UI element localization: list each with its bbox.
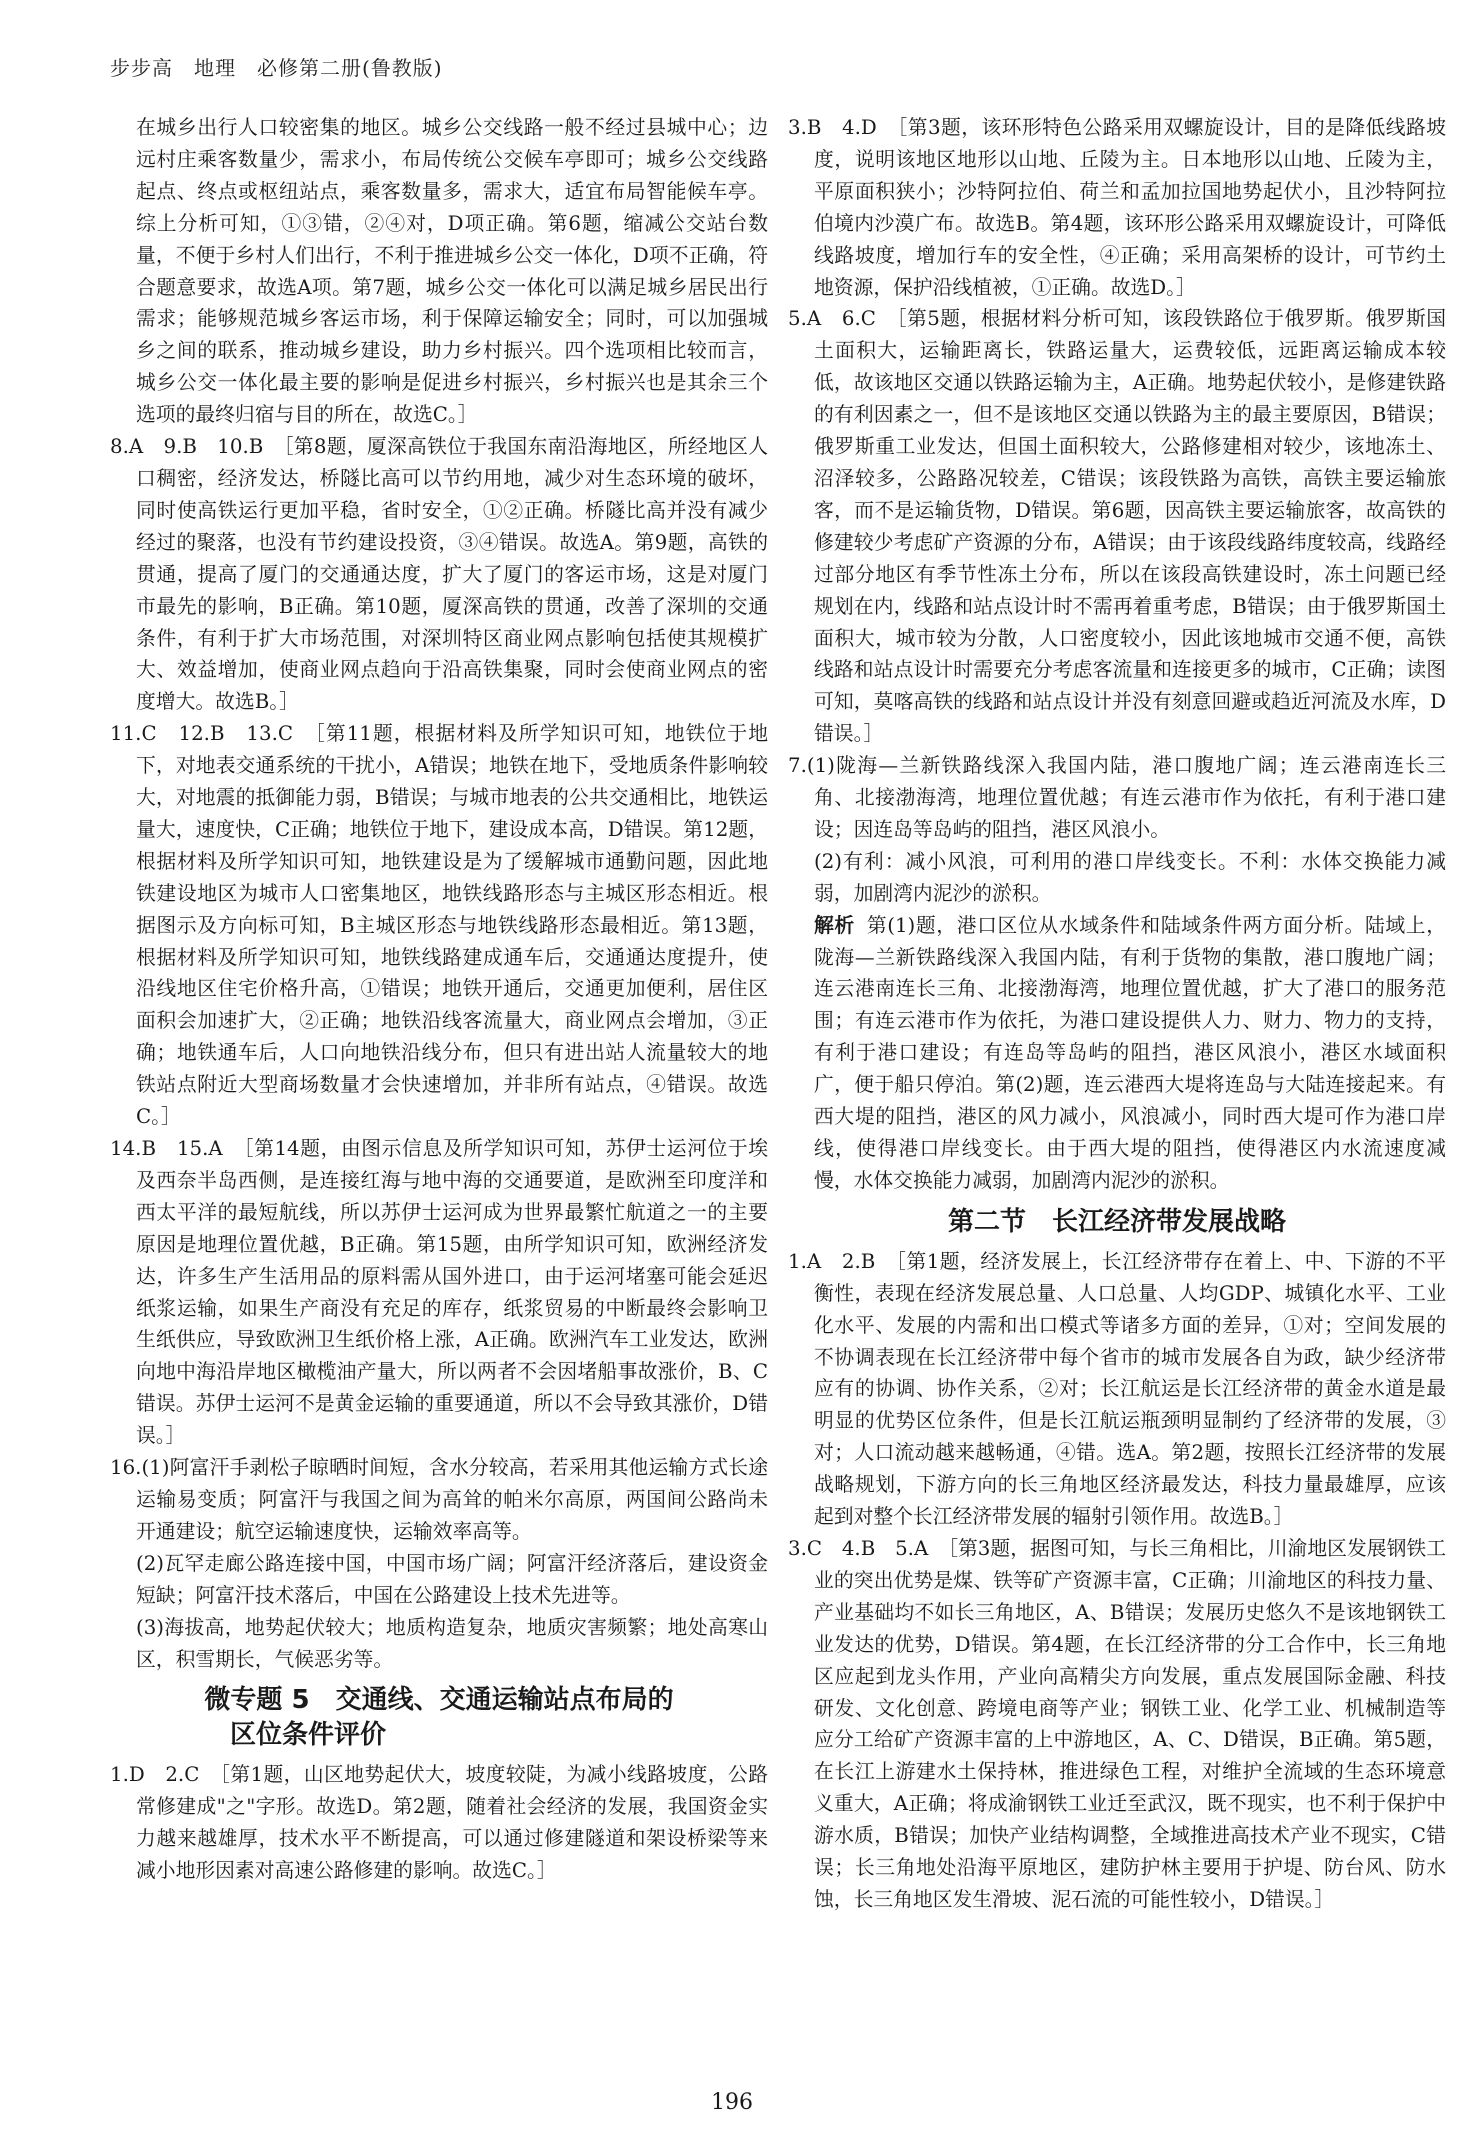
answer-paragraph: 3.B 4.D ［第3题，该环形特色公路采用双螺旋设计，目的是降低线路坡度，说明该地区地形以山地、丘陵为主。日本地形以山地、丘陵为主，平原面积狭小；沙特阿拉伯、荷兰和孟加拉国地势起伏小，且沙特阿拉伯境内沙漠广布。故选B。第4题，该环形公路采用双螺旋设计，可降低线路坡度，增加行车的安全性，④正确；采用高架桥的设计，可节约土地资源，保护沿线植被，①正确。故选D。］ [788, 116, 1446, 299]
page-number: 196 [711, 2090, 753, 2115]
analysis-text: 第(1)题，港口区位从水域条件和陆域条件两方面分析。陆域上，陇海—兰新铁路线深入我国内陆，有利于货物的集散，港口腹地广阔；连云港南连长三角、北接渤海湾，地理位置优越，扩大了港口的服务范围；有连云港市作为依托，为港口建设提供人力、财力、物力的支持，有利于港口建设；有连岛等岛屿的阻挡，港区风浪小，港区水域面积广，便于船只停泊。第(2)题，连云港西大堤将连岛与大陆连接起来。有西大堤的阻挡，港区的风力减小，风浪减小，同时西大堤可作为港口岸线，使得港口岸线变长。由于西大堤的阻挡，使得港区内水流速度减慢，水体交换能力减弱，加剧湾内泥沙的淤积。 [814, 913, 1446, 1192]
page-header: 步步高 地理 必修第二册(鲁教版) [110, 56, 443, 80]
section-title: 第二节 长江经济带发展战略 [947, 1206, 1286, 1237]
answer-paragraph: 11.C 12.B 13.C ［第11题，根据材料及所学知识可知，地铁位于地下，对地表交通系统的干扰小，A错误；地铁在地下，受地质条件影响较大，对地震的抵御能力弱，B错误；与城市地表的公共交通相比，地铁运量大，速度快，C正确；地铁位于地下，建设成本高，D错误。第12题，根据材料及所学知识可知，地铁建设是为了缓解城市通勤问题，因此地铁建设地区为城市人口密集地区，地铁线路形态与主城区形态相近。根据图示及方向标可知，B主城区形态与地铁线路形态最相近。第13题，根据材料及所学知识可知，地铁线路建成通车后，交通通达度提升，使沿线地区住宅价格升高，①错误；地铁开通后，交通更加便利，居住区面积会加速扩大，②正确；地铁沿线客流量大，商业网点会增加，③正确；地铁通车后，人口向地铁沿线分布，但只有进出站人流量较大的地铁站点附近大型商场数量才会快速增加，并非所有站点，④错误。故选C。］ [110, 722, 768, 1129]
answer-paragraph: 1.D 2.C ［第1题，山区地势起伏大，坡度较陡，为减小线路坡度，公路常修建成"之"字形。故选D。第2题，随着社会经济的发展，我国资金实力越来越雄厚，技术水平不断提高，可以通过修建隧道和架设桥梁等来减小地形因素对高速公路修建的影响。故选C。］ [110, 1763, 768, 1883]
section-title-line1: 微专题 5 交通线、交通运输站点布局的 [204, 1685, 674, 1716]
answer-paragraph: 16.(1)阿富汗手剥松子晾晒时间短，含水分较高，若采用其他运输方式长途运输易变质；阿富汗与我国之间为高耸的帕米尔高原，两国间公路尚未开通建设；航空运输速度快，运输效率高等。 [110, 1456, 768, 1543]
analysis-paragraph [788, 910, 1446, 1197]
answer-paragraph: 8.A 9.B 10.B ［第8题，厦深高铁位于我国东南沿海地区，所经地区人口稠密，经济发达，桥隧比高可以节约用地，减少对生态环境的破坏，同时使高铁运行更加平稳，省时安全，①②正确。桥隧比高并没有减少经过的聚落，也没有节约建设投资，③④错误。故选A。第9题，高铁的贯通，提高了厦门的交通通达度，扩大了厦门的客运市场，这是对厦门市最先的影响，B正确。第10题，厦深高铁的贯通，改善了深圳的交通条件，有利于扩大市场范围，对深圳特区商业网点影响包括使其规模扩大、效益增加，使商业网点趋向于沿高铁集聚，同时会使商业网点的密度增大。故选B。］ [110, 435, 768, 714]
answer-paragraph: 1.A 2.B ［第1题，经济发展上，长江经济带存在着上、中、下游的不平衡性，表现在经济发展总量、人口总量、人均GDP、城镇化水平、工业化水平、发展的内需和出口模式等诸多方面的差异，①对；空间发展的不协调表现在长江经济带中每个省市的城市发展各自为政，缺少经济带应有的协调、协作关系，②对；长江航运是长江经济带的黄金水道是最明显的优势区位条件，但是长江航运瓶颈明显制约了经济带的发展，③对；人口流动越来越畅通，④错。选A。第2题，按照长江经济带的发展战略规划，下游方向的长三角地区经济最发达，科技力量最雄厚，应该起到对整个长江经济带发展的辐射引领作用。故选B。］ [788, 1249, 1446, 1529]
answer-paragraph: (3)海拔高，地势起伏较大；地质构造复杂，地质灾害频繁；地处高寒山区，积雪期长，气候恶劣等。 [136, 1615, 768, 1671]
answer-paragraph: 在城乡出行人口较密集的地区。城乡公交线路一般不经过县城中心；边远村庄乘客数量少，需求小，布局传统公交候车亭即可；城乡公交线路起点、终点或枢纽站点，乘客数量多，需求大，适宜布局智能候车亭。综上分析可知，①③错，②④对，D项正确。第6题，缩减公交站台数量，不便于乡村人们出行，不利于推进城乡公交一体化，D项不正确，符合题意要求，故选A项。第7题，城乡公交一体化可以满足城乡居民出行需求；能够规范城乡客运市场，利于保障运输安全；同时，可以加强城乡之间的联系，推动城乡建设，助力乡村振兴。四个选项相比较而言，城乡公交一体化最主要的影响是促进乡村振兴，乡村振兴也是其余三个选项的最终归宿与目的所在，故选C。］ [136, 116, 768, 427]
answer-paragraph: (2)瓦罕走廊公路连接中国，中国市场广阔；阿富汗经济落后，建设资金短缺；阿富汗技术落后，中国在公路建设上技术先进等。 [136, 1551, 768, 1607]
right-column [788, 112, 1446, 1916]
answer-paragraph: 7.(1)陇海—兰新铁路线深入我国内陆，港口腹地广阔；连云港南连长三角、北接渤海湾，地理位置优越；有连云港市作为依托，有利于港口建设；因连岛等岛屿的阻挡，港区风浪小。 [788, 754, 1446, 841]
section-title [110, 1683, 768, 1753]
analysis-label: 解析 [814, 913, 855, 937]
answer-paragraph: 5.A 6.C ［第5题，根据材料分析可知，该段铁路位于俄罗斯。俄罗斯国土面积大，运输距离长，铁路运量大，运费较低，远距离运输成本较低，故该地区交通以铁路运输为主，A正确。地势起伏较小，是修建铁路的有利因素之一，但不是该地区交通以铁路为主的最主要原因，B错误；俄罗斯重工业发达，但国土面积较大，公路修建相对较少，该地冻土、沼泽较多，公路路况较差，C错误；该段铁路为高铁，高铁主要运输旅客，而不是运输货物，D错误。第6题，因高铁主要运输旅客，故高铁的修建较少考虑矿产资源的分布，A错误；由于该段线路纬度较高，线路经过部分地区有季节性冻土分布，所以在该段高铁建设时，冻土问题已经规划在内，线路和站点设计时不需再着重考虑，B错误；由于俄罗斯国土面积大，城市较为分散，人口密度较小，因此该地城市交通不便，高铁线路和站点设计时需要充分考虑客流量和连接更多的城市，C正确；读图可知，莫喀高铁的线路和站点设计并没有刻意回避或趋近河流及水库，D错误。］ [788, 307, 1446, 746]
answer-paragraph: 14.B 15.A ［第14题，由图示信息及所学知识可知，苏伊士运河位于埃及西奈半岛西侧，是连接红海与地中海的交通要道，是欧洲至印度洋和西太平洋的最短航线，所以苏伊士运河成为世界最繁忙航道之一的主要原因是地理位置优越，B正确。第15题，由所学知识可知，欧洲经济发达，许多生产生活用品的原料需从国外进口，由于运河堵塞可能会延迟纸浆运输，如果生产商没有充足的库存，纸浆贸易的中断最终会影响卫生纸供应，导致欧洲卫生纸价格上涨，A正确。欧洲汽车工业发达，欧洲向地中海沿岸地区橄榄油产量大，所以两者不会因堵船事故涨价，B、C错误。苏伊士运河不是黄金运输的重要通道，所以不会导致其涨价，D错误。］ [110, 1137, 768, 1448]
section-title-line2: 区位条件评价 [230, 1720, 387, 1751]
answer-paragraph: 3.C 4.B 5.A ［第3题，据图可知，与长三角相比，川渝地区发展钢铁工业的突出优势是煤、铁等矿产资源丰富，C正确；川渝地区的科技力量、产业基础均不如长三角地区，A、B错误；发展历史悠久不是该地钢铁工业发达的优势，D错误。第4题，在长江经济带的分工合作中，长三角地区应起到龙头作用，产业向高精尖方向发展，重点发展国际金融、科技研发、文化创意、跨境电商等产业；钢铁工业、化学工业、机械制造等应分工给矿产资源丰富的上中游地区，A、C、D错误，B正确。第5题，在长江上游建水土保持林，推进绿色工程，对维护全流域的生态环境意义重大，A正确；将成渝钢铁工业迁至武汉，既不现实，也不利于保护中游水质，B错误；加快产业结构调整，全域推进高技术产业不现实，C错误；长三角地处沿海平原地区，建防护林主要用于护堤、防台风、防水蚀，长三角地区发生滑坡、泥石流的可能性较小，D错误。］ [788, 1536, 1446, 1911]
answer-paragraph: (2)有利：减小风浪，可利用的港口岸线变长。不利：水体交换能力减弱，加剧湾内泥沙的淤积。 [814, 849, 1446, 905]
left-column [110, 112, 768, 1887]
